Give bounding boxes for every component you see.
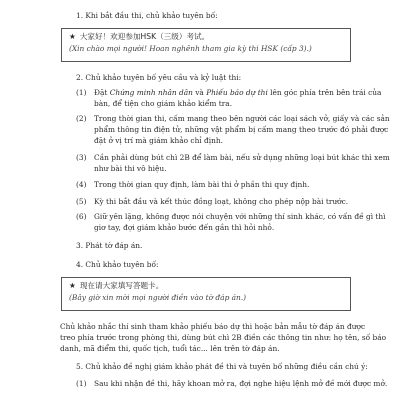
announcement-chinese-text: 大家好！欢迎参加HSK（三级）考试。: [79, 32, 210, 41]
admission-ticket-term: Phiếu báo dự thi: [206, 88, 268, 97]
rule-text: Cần phải dùng bút chì 2B để làm bài, nếu sử dụng những loại bút khác thì xem như bài thi vô hiệu.: [94, 153, 390, 173]
instruction-paragraph: Chủ khảo nhắc thí sinh tham khảo phiếu báo dự thi hoặc bản mẫu tờ đáp án được treo phía trước trong phòng thi, dùng bút chì 2B điền các thông tin như: họ tên, số báo danh, mã điểm thi, quốc tịch, tuổi tác... lên trên tờ đáp án.: [60, 322, 387, 353]
rule-number: (3): [76, 153, 87, 162]
step-3: 3. Phát tờ đáp án.: [76, 241, 143, 250]
sub-item-text: Sau khi nhận đề thi, hãy khoan mở ra, đợi nghe hiệu lệnh mở đề mới được mở.: [94, 379, 388, 388]
rule-number: (5): [76, 197, 87, 206]
step-4: 4. Chủ khảo tuyên bố:: [76, 260, 159, 269]
rule-item: [76, 211, 386, 235]
rule-number: (4): [76, 180, 87, 189]
rule-text: Kỳ thi bắt đầu và kết thúc đồng loạt, không cho phép nộp bài trước.: [94, 197, 349, 206]
star-icon: ★: [69, 32, 76, 41]
star-icon: ★: [69, 281, 76, 290]
rule-item: [76, 113, 390, 148]
announcement-chinese-text: 现在请大家填写答题卡。: [79, 281, 164, 290]
rule-item: [76, 196, 349, 208]
step-5: 5. Chủ khảo đề nghị giám khảo phát đề thi và tuyên bố những điều cần chú ý:: [76, 362, 368, 371]
rule-text: Giữ yên lặng, không được nói chuyện với những thí sinh khác, có vấn đề gì thì giơ tay, đợi giám khảo bước đến gần thì hỏi nhỏ.: [94, 212, 386, 232]
rule-text: Trong thời gian thi, cấm mang theo bên người các loại sách vở, giấy và các sản phẩm thông tin điện tử, những vật phẩm bị cấm mang theo trước đó phải được đặt ở vị trí mà giám khảo chỉ định.: [94, 114, 390, 145]
rule-item: [76, 87, 382, 111]
announcement-box-1: [61, 28, 351, 62]
announcement-chinese: [69, 31, 343, 43]
rule-number: (2): [76, 114, 87, 123]
step-2: 2. Chủ khảo tuyên bố yêu cầu và kỷ luật thi:: [76, 73, 242, 82]
rule-number: (1): [76, 88, 87, 97]
announcement-translation: (Bây giờ xin mời mọi người điền vào tờ đáp án.): [69, 293, 247, 302]
rule-item: [76, 179, 344, 191]
step-1: 1. Khi bắt đầu thi, chủ khảo tuyên bố:: [76, 11, 218, 20]
id-card-term: Chứng minh nhân dân: [109, 88, 193, 97]
rule-number: (6): [76, 212, 87, 221]
rule-item: [76, 152, 390, 176]
sub-item-number: (1): [76, 379, 87, 388]
announcement-box-2: [61, 277, 351, 311]
sub-item: [76, 378, 388, 390]
announcement-chinese: [69, 280, 343, 292]
announcement-translation: (Xin chào mọi người! Hoan nghênh tham gia kỳ thi HSK (cấp 3).): [69, 44, 312, 53]
rule-text: Trong thời gian quy định, làm bài thi ở phần thi quy định.: [94, 180, 310, 189]
rule-text: Đặt Chứng minh nhân dân và Phiếu báo dự thi lên góc phía trên bên trái của bàn, để tiện cho giám khảo kiểm tra.: [94, 88, 382, 108]
